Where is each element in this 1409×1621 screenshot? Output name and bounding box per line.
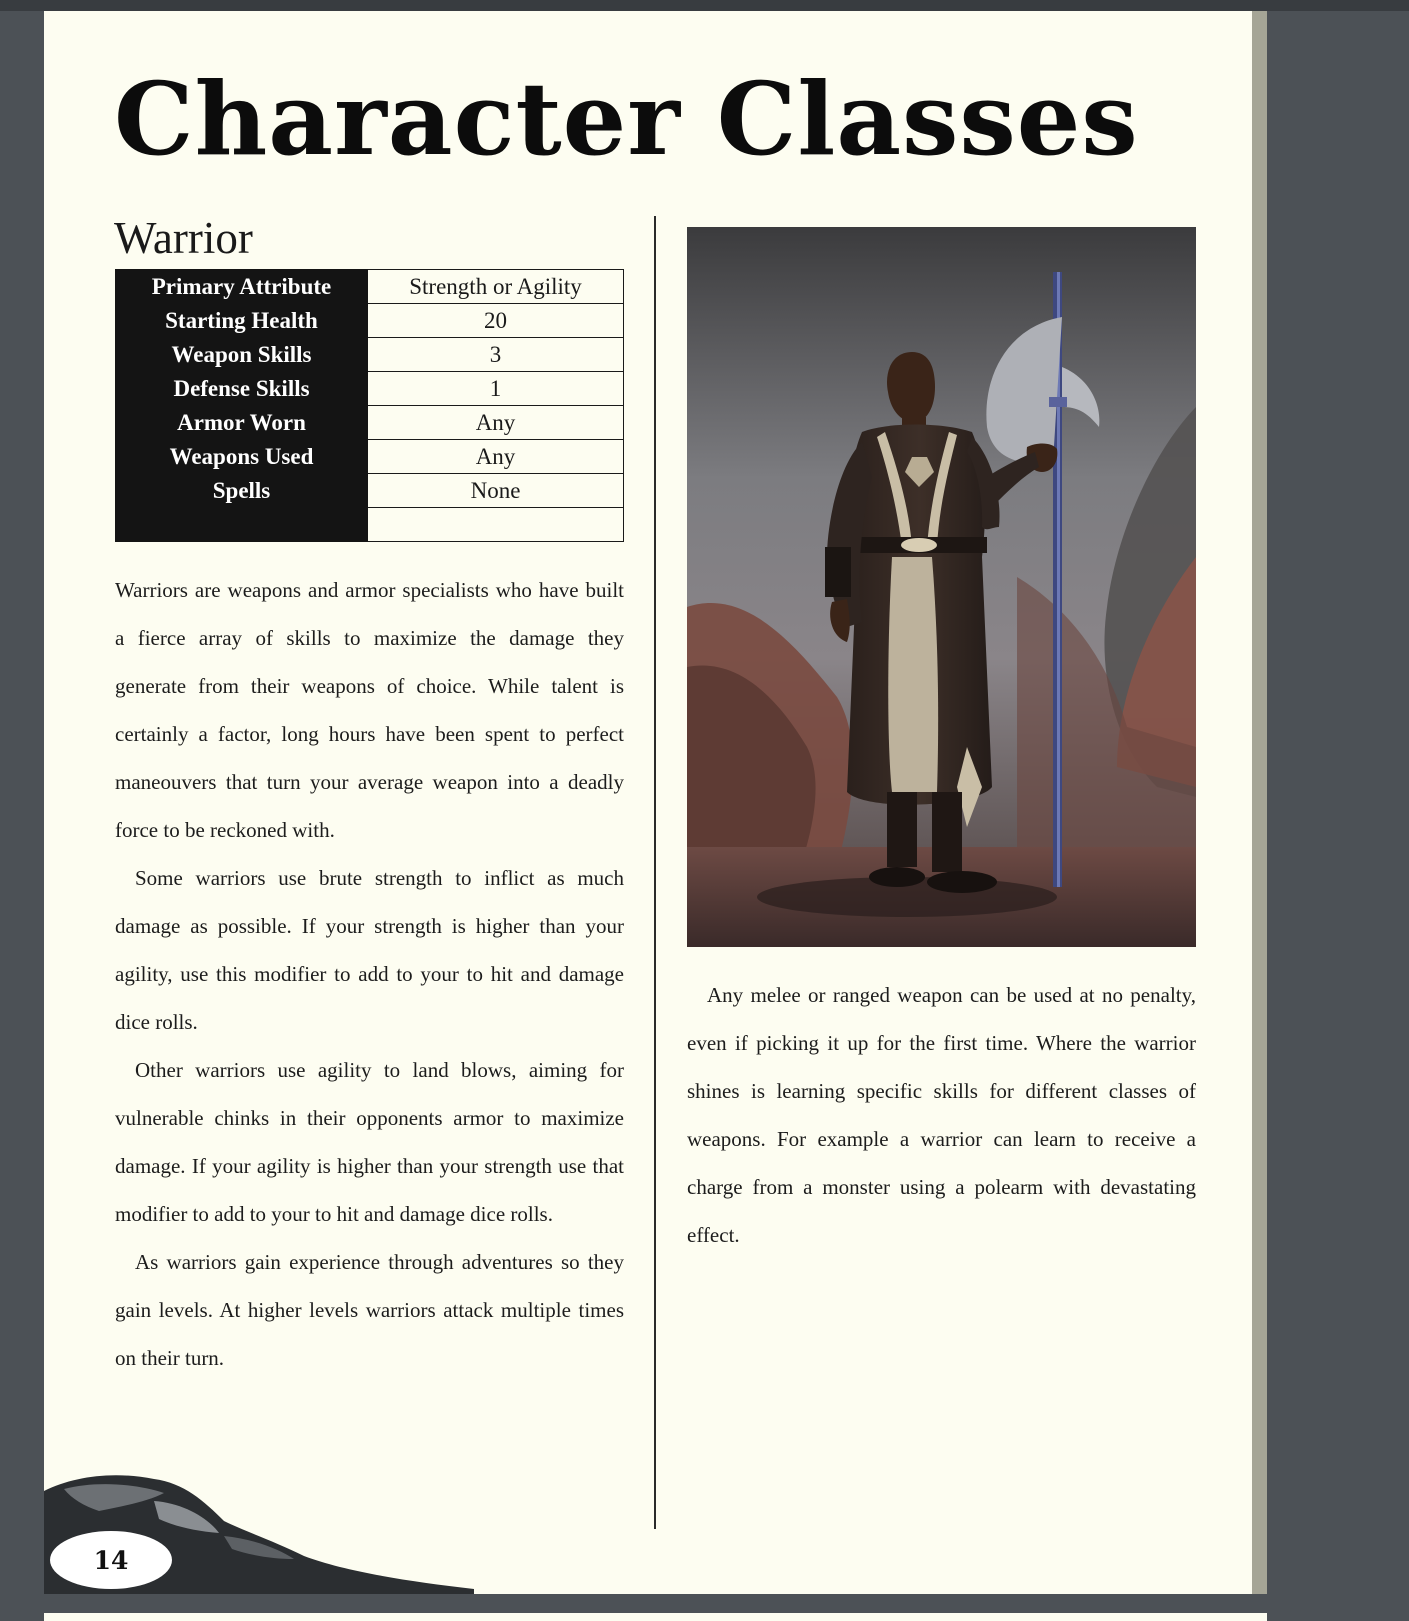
stat-label: Weapon Skills	[116, 338, 368, 372]
stat-label: Starting Health	[116, 304, 368, 338]
body-paragraph: Any melee or ranged weapon can be used at no penalty, even if picking it up for the first time. Where the warrior shines is learning specific skills for different classes of weapons. For example a warrior can learn to receive a charge from a monster using a polearm with devastating effect.	[687, 983, 1196, 1247]
stat-value: 3	[368, 338, 624, 372]
warrior-illustration	[687, 227, 1196, 947]
document-page	[44, 11, 1252, 1594]
stat-label: Weapons Used	[116, 440, 368, 474]
table-row	[116, 270, 624, 304]
table-row	[116, 440, 624, 474]
body-paragraph: As warriors gain experience through adventures so they gain levels. At higher levels warriors attack multiple times on their turn.	[115, 1250, 624, 1370]
table-row	[116, 406, 624, 440]
stat-label: Defense Skills	[116, 372, 368, 406]
body-paragraph: Other warriors use agility to land blows, aiming for vulnerable chinks in their opponents armor to maximize damage. If your agility is higher than your strength use that modifier to add to your to hit and damage dice rolls.	[115, 1058, 624, 1226]
table-row	[116, 338, 624, 372]
page-title: Character Classes	[114, 60, 1139, 178]
page-number: 14	[93, 1545, 129, 1575]
column-divider	[654, 216, 656, 1529]
viewer-top-bar	[0, 0, 1409, 11]
right-column-text	[687, 971, 1196, 1259]
warrior-stats-table	[115, 269, 624, 542]
stat-value: Any	[368, 440, 624, 474]
left-column-text	[115, 566, 624, 1382]
class-heading-warrior: Warrior	[114, 213, 253, 263]
stat-value	[368, 508, 624, 542]
stat-label: Primary Attribute	[116, 270, 368, 304]
page-number-badge	[50, 1531, 172, 1589]
table-row	[116, 304, 624, 338]
stat-label	[116, 508, 368, 542]
stat-label: Spells	[116, 474, 368, 508]
next-page-edge	[44, 1613, 1267, 1621]
stat-value: None	[368, 474, 624, 508]
table-row	[116, 372, 624, 406]
page-edge-shadow	[1252, 11, 1267, 1594]
stat-label: Armor Worn	[116, 406, 368, 440]
body-paragraph: Some warriors use brute strength to inflict as much damage as possible. If your strength is higher than your agility, use this modifier to add to your to hit and damage dice rolls.	[115, 866, 624, 1034]
body-paragraph: Warriors are weapons and armor specialists who have built a fierce array of skills to maximize the damage they generate from their weapons of choice. While talent is certainly a factor, long hours have been spent to perfect maneouvers that turn your average weapon into a deadly force to be reckoned with.	[115, 578, 624, 842]
stat-value: 1	[368, 372, 624, 406]
table-row	[116, 474, 624, 508]
table-row	[116, 508, 624, 542]
stat-value: 20	[368, 304, 624, 338]
stat-value: Strength or Agility	[368, 270, 624, 304]
stat-value: Any	[368, 406, 624, 440]
